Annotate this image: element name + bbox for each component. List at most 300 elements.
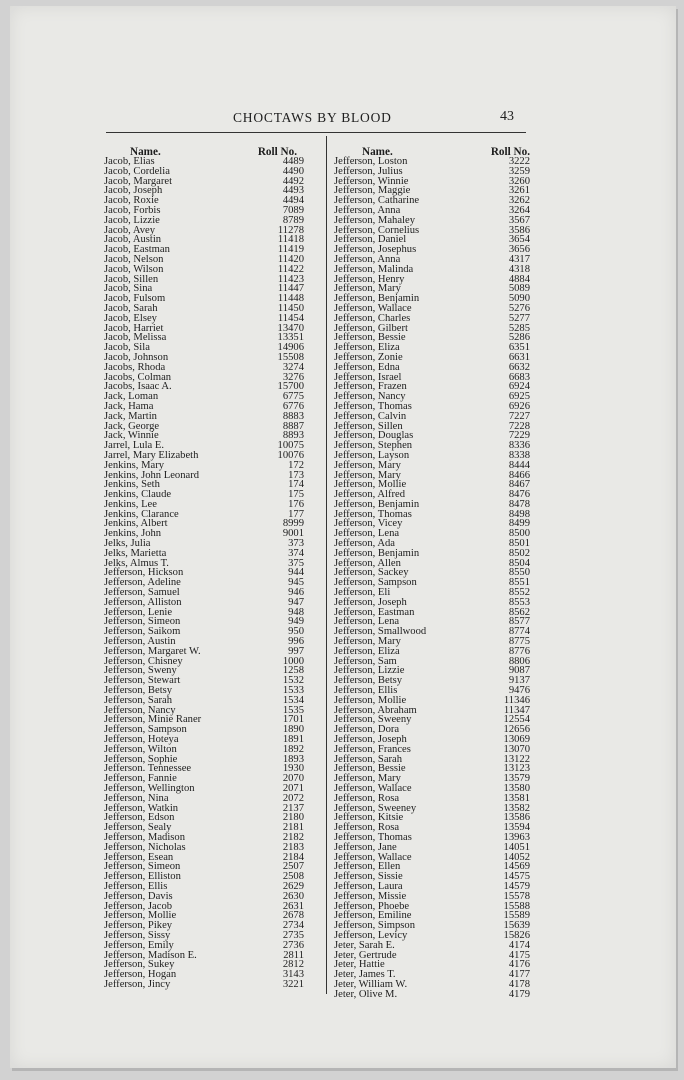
roll-number: 11347 <box>503 704 530 716</box>
enrollee-name: Jacob, Avey <box>104 224 155 236</box>
roll-number: 6924 <box>508 381 530 393</box>
roll-number: 11278 <box>277 224 304 236</box>
roll-number: 9476 <box>508 685 530 697</box>
header-rule <box>106 132 526 133</box>
enrollee-name: Jefferson, Mollie <box>104 910 177 922</box>
enrollee-name: Jefferson, Vicey <box>334 518 403 530</box>
enrollee-name: Jefferson, Alliston <box>104 596 182 608</box>
enrollee-name: Jack, Martin <box>104 410 157 422</box>
enrollee-name: Jack, George <box>104 420 160 432</box>
enrollee-name: Jefferson, Simeon <box>104 616 181 628</box>
enrollee-name: Jefferson, Mahaley <box>334 214 415 226</box>
enrollee-name: Jefferson, Davis <box>104 890 173 902</box>
roll-number: 8504 <box>508 557 530 569</box>
enrollee-name: Jefferson, Mollie <box>334 479 407 491</box>
enrollee-name: Jefferson, Mary <box>334 283 401 295</box>
enrollee-name: Jefferson, Sarah <box>334 753 403 765</box>
enrollee-name: Jefferson, Bessie <box>334 332 406 344</box>
enrollee-name: Jefferson, Lena <box>334 616 400 628</box>
roll-number: 13351 <box>277 332 304 344</box>
enrollee-name: Jefferson, Sealy <box>104 822 172 834</box>
roll-number: 4494 <box>282 195 304 207</box>
roll-number: 3654 <box>508 234 530 246</box>
enrollee-name: Jefferson, Henry <box>334 273 405 285</box>
enrollee-name: Jefferson, Hickson <box>104 567 184 579</box>
roll-number: 947 <box>288 596 304 608</box>
roll-number: 4492 <box>282 175 304 187</box>
roll-number: 13582 <box>503 802 530 814</box>
enrollee-name: Jefferson, Nancy <box>104 704 176 716</box>
enrollee-name: Jacob, Harriet <box>104 322 164 334</box>
enrollee-name: Jack, Loman <box>104 391 159 403</box>
enrollee-name: Jacob, Fulsom <box>104 293 166 305</box>
enrollee-name: Jefferson, Nancy <box>334 391 406 403</box>
roll-number: 8887 <box>282 420 304 432</box>
roll-number: 13122 <box>503 753 530 765</box>
roll-number: 8775 <box>508 636 530 648</box>
enrollee-name: Jefferson, Simpson <box>334 920 416 932</box>
roll-number: 8502 <box>508 547 530 559</box>
enrollee-name: Jefferson, Betsy <box>334 675 403 687</box>
enrollee-name: Jacob, Elias <box>104 156 155 167</box>
roll-number: 8338 <box>508 449 530 461</box>
column-divider <box>326 136 327 994</box>
roll-number: 14906 <box>277 342 304 354</box>
enrollee-name: Jacob, Sillen <box>104 273 159 285</box>
enrollee-name: Jenkins, Clarance <box>104 508 179 520</box>
roll-number: 8551 <box>508 577 530 589</box>
enrollee-name: Jefferson, Jane <box>334 841 397 853</box>
roll-number: 6775 <box>282 391 304 403</box>
roll-number: 11423 <box>277 273 304 285</box>
roll-number: 8550 <box>508 567 530 579</box>
roll-number: 2508 <box>282 871 304 883</box>
enrollee-name: Jefferson, Josephus <box>334 244 417 256</box>
roll-entry <box>104 980 304 990</box>
enrollee-name: Jefferson, Ada <box>334 538 395 550</box>
enrollee-name: Jacob, Forbis <box>104 204 161 216</box>
roll-number: 2735 <box>282 929 304 941</box>
enrollee-name: Jefferson, Jincy <box>104 978 171 990</box>
enrollee-name: Jenkins, Seth <box>104 479 160 491</box>
enrollee-name: Jefferson, Bessie <box>334 763 406 775</box>
enrollee-name: Jack, Winnie <box>104 430 159 442</box>
enrollee-name: Jarrel, Mary Elizabeth <box>104 449 199 461</box>
enrollee-name: Jefferson, Emily <box>104 939 174 951</box>
enrollee-name: Jefferson, Sissie <box>334 871 403 883</box>
roll-number: 3259 <box>508 165 530 177</box>
roll-number: 3261 <box>508 185 530 197</box>
enrollee-name: Jefferson, Rosa <box>334 792 400 804</box>
roll-number: 2072 <box>282 792 304 804</box>
enrollee-name: Jacob, Austin <box>104 234 162 246</box>
enrollee-name: Jefferson, Frances <box>334 743 411 755</box>
roll-number: 11419 <box>277 244 304 256</box>
roll-number: 949 <box>288 616 304 628</box>
roll-number: 4493 <box>282 185 304 197</box>
enrollee-name: Jefferson, Loston <box>334 156 408 167</box>
enrollee-name: Jeter, Olive M. <box>334 988 398 1000</box>
roll-number: 6683 <box>508 371 530 383</box>
roll-number: 375 <box>288 557 304 569</box>
roll-number: 5285 <box>508 322 530 334</box>
roll-number: 4489 <box>282 156 304 167</box>
enrollee-name: Jefferson, Anna <box>334 204 401 216</box>
enrollee-name: Jeter, Gertrude <box>334 949 397 961</box>
enrollee-name: Jefferson, Eliza <box>334 645 400 657</box>
roll-number: 8999 <box>282 518 304 530</box>
roll-number: 1000 <box>282 655 304 667</box>
enrollee-name: Jefferson, Sweeny <box>334 714 412 726</box>
roll-number: 7228 <box>508 420 530 432</box>
roll-number: 996 <box>288 636 304 648</box>
enrollee-name: Jefferson, Nicholas <box>104 841 186 853</box>
roll-number: 15826 <box>503 929 530 941</box>
enrollee-name: Jelks, Marietta <box>104 547 167 559</box>
enrollee-name: Jefferson, Douglas <box>334 430 414 442</box>
roll-number: 8498 <box>508 508 530 520</box>
roll-number: 4490 <box>282 165 304 177</box>
roll-number: 9137 <box>508 675 530 687</box>
roll-number: 9001 <box>282 528 304 540</box>
enrollee-name: Jefferson, Thomas <box>334 508 412 520</box>
enrollee-name: Jefferson, Sweeney <box>334 802 417 814</box>
roll-entry <box>334 990 530 1000</box>
roll-number: 2182 <box>282 831 304 843</box>
enrollee-name: Jefferson, Laura <box>334 880 403 892</box>
roll-number: 13470 <box>277 322 304 334</box>
roll-number: 948 <box>288 606 304 618</box>
enrollee-name: Jefferson, Sukey <box>104 959 175 971</box>
enrollee-name: Jacob, Nelson <box>104 253 164 265</box>
enrollee-name: Jefferson, Kitsie <box>334 812 404 824</box>
enrollee-name: Jefferson, Mollie <box>334 694 407 706</box>
roll-number: 997 <box>288 645 304 657</box>
roll-number: 13581 <box>503 792 530 804</box>
roll-number: 2181 <box>282 822 304 834</box>
roll-number: 2507 <box>282 861 304 873</box>
roll-number: 373 <box>288 538 304 550</box>
enrollee-name: Jefferson, Jacob <box>104 900 173 912</box>
enrollee-name: Jenkins, Claude <box>104 489 172 501</box>
enrollee-name: Jefferson, Rosa <box>334 822 400 834</box>
enrollee-name: Jefferson, Julius <box>334 165 403 177</box>
roll-number: 15588 <box>503 900 530 912</box>
roll-number: 3276 <box>282 371 304 383</box>
enrollee-name: Jefferson, Saikom <box>104 626 181 638</box>
enrollee-name: Jefferson, Edna <box>334 361 400 373</box>
roll-number: 8501 <box>508 538 530 550</box>
enrollee-name: Jefferson, Cornelius <box>334 224 420 236</box>
roll-number: 12554 <box>503 714 530 726</box>
roll-column-heading: Roll No. <box>257 146 297 158</box>
enrollee-name: Jefferson, Gilbert <box>334 322 408 334</box>
enrollee-name: Jefferson, Lizzie <box>334 665 405 677</box>
roll-number: 11418 <box>277 234 304 246</box>
enrollee-name: Jacob, Sina <box>104 283 153 295</box>
roll-number: 2071 <box>282 783 304 794</box>
roll-number: 13123 <box>503 763 530 775</box>
roll-number: 14579 <box>503 880 530 892</box>
roll-number: 1258 <box>282 665 304 677</box>
roll-number: 4318 <box>508 263 530 275</box>
roll-number: 14569 <box>503 861 530 873</box>
enrollee-name: Jacob, Elsey <box>104 312 157 324</box>
enrollee-name: Jefferson, Ellis <box>104 880 168 892</box>
enrollee-name: Jefferson, Eastman <box>334 606 415 618</box>
enrollee-name: Jefferson, Sillen <box>334 420 403 432</box>
roll-number: 11420 <box>277 253 304 265</box>
roll-number: 2631 <box>282 900 304 912</box>
enrollee-name: Jelks, Almus T. <box>104 557 169 569</box>
enrollee-name: Jefferson, Wallace <box>334 783 412 794</box>
enrollee-name: Jefferson, Ellis <box>334 685 398 697</box>
roll-number: 15639 <box>503 920 530 932</box>
roll-number: 5276 <box>508 302 530 314</box>
roll-number: 11447 <box>277 283 304 295</box>
enrollee-name: Jefferson, Madison <box>104 831 186 843</box>
roll-number: 11454 <box>277 312 304 324</box>
enrollee-name: Jacob, Cordelia <box>104 165 170 177</box>
roll-number: 4175 <box>508 949 530 961</box>
enrollee-name: Jacob, Roxie <box>104 195 159 207</box>
enrollee-name: Jefferson, Lenie <box>104 606 173 618</box>
roll-number: 6351 <box>508 342 530 354</box>
enrollee-name: Jefferson, Stewart <box>104 675 181 687</box>
enrollee-name: Jenkins, John <box>104 528 162 540</box>
enrollee-name: Jacob, Lizzie <box>104 214 160 226</box>
enrollee-name: Jefferson, Frazen <box>334 381 407 393</box>
enrollee-name: Jefferson, Edson <box>104 812 175 824</box>
enrollee-name: Jefferson. Tennessee <box>104 763 192 775</box>
enrollee-name: Jefferson, Sophie <box>104 753 178 765</box>
roll-number: 8467 <box>508 479 530 491</box>
enrollee-name: Jefferson, Emiline <box>334 910 412 922</box>
enrollee-name: Jefferson, Sarah <box>104 694 173 706</box>
roll-number: 1533 <box>282 685 304 697</box>
enrollee-name: Jacob, Margaret <box>104 175 173 187</box>
enrollee-name: Jefferson, Alfred <box>334 489 405 501</box>
roll-number: 8478 <box>508 498 530 510</box>
roll-number: 4178 <box>508 978 530 990</box>
roll-number: 3567 <box>508 214 530 226</box>
enrollee-name: Jefferson, Lena <box>334 528 400 540</box>
roll-number: 945 <box>288 577 304 589</box>
roll-number: 10075 <box>277 440 304 452</box>
enrollee-name: Jeter, Hattie <box>334 959 385 971</box>
roll-number: 13070 <box>503 743 530 755</box>
enrollee-name: Jefferson, Watkin <box>104 802 179 814</box>
enrollee-name: Jacobs, Rhoda <box>104 361 166 373</box>
roll-number: 1534 <box>282 694 304 706</box>
enrollee-name: Jack, Hama <box>104 400 154 412</box>
roll-number: 3260 <box>508 175 530 187</box>
enrollee-name: Jefferson, Sweny <box>104 665 177 677</box>
enrollee-name: Jefferson, Chisney <box>104 655 183 667</box>
roll-number: 1532 <box>282 675 304 687</box>
enrollee-name: Jefferson, Daniel <box>334 234 407 246</box>
roll-number: 9087 <box>508 665 530 677</box>
roll-number: 13586 <box>503 812 530 824</box>
roll-number: 176 <box>288 498 304 510</box>
roll-number: 6925 <box>508 391 530 403</box>
enrollee-name: Jacob, Sila <box>104 342 150 354</box>
enrollee-name: Jefferson, Samuel <box>104 587 180 599</box>
enrollee-name: Jefferson, Joseph <box>334 596 407 608</box>
roll-number: 2678 <box>282 910 304 922</box>
roll-number: 6632 <box>508 361 530 373</box>
roll-number: 4884 <box>508 273 530 285</box>
enrollee-name: Jefferson, Madison E. <box>104 949 197 961</box>
enrollee-name: Jefferson, Wallace <box>334 851 412 863</box>
roll-number: 8789 <box>282 214 304 226</box>
enrollee-name: Jefferson, Esean <box>104 851 174 863</box>
roll-number: 944 <box>288 567 304 579</box>
roll-number: 8776 <box>508 645 530 657</box>
roll-number: 5277 <box>508 312 530 324</box>
enrollee-name: Jefferson, Sackey <box>334 567 409 579</box>
enrollee-name: Jarrel, Lula E. <box>104 440 165 452</box>
roll-number: 8883 <box>282 410 304 422</box>
roll-number: 1891 <box>282 734 304 746</box>
enrollee-name: Jefferson, Thomas <box>334 400 412 412</box>
roll-number: 2630 <box>282 890 304 902</box>
name-column-heading: Name. <box>130 146 161 158</box>
enrollee-name: Jefferson, Pikey <box>104 920 173 932</box>
roll-number: 6926 <box>508 400 530 412</box>
enrollee-name: Jefferson, Wallace <box>334 302 412 314</box>
roll-number: 1930 <box>282 763 304 775</box>
roll-number: 12656 <box>503 724 530 736</box>
roll-number: 8444 <box>508 459 530 471</box>
roll-number: 3222 <box>508 156 530 167</box>
roll-number: 7229 <box>508 430 530 442</box>
enrollee-name: Jenkins, Mary <box>104 459 165 471</box>
roll-number: 2180 <box>282 812 304 824</box>
enrollee-name: Jefferson, Charles <box>334 312 411 324</box>
roll-number: 3143 <box>282 969 304 981</box>
enrollee-name: Jefferson, Ellen <box>334 861 401 873</box>
roll-number: 2811 <box>283 949 304 961</box>
roll-number: 3264 <box>508 204 530 216</box>
enrollee-name: Jefferson, Anna <box>334 253 401 265</box>
enrollee-name: Jefferson, Calvin <box>334 410 407 422</box>
enrollee-name: Jeter, William W. <box>334 978 408 990</box>
page-number: 43 <box>500 109 514 124</box>
roll-number: 177 <box>288 508 304 520</box>
roll-number: 3656 <box>508 244 530 256</box>
enrollee-name: Jefferson, Missie <box>334 890 407 902</box>
roll-number: 15508 <box>277 351 304 363</box>
left-column <box>104 146 304 990</box>
enrollee-name: Jefferson, Sissy <box>104 929 171 941</box>
enrollee-name: Jacob, Eastman <box>104 244 170 256</box>
roll-number: 3586 <box>508 224 530 236</box>
roll-number: 8466 <box>508 469 530 481</box>
roll-number: 13594 <box>503 822 530 834</box>
roll-number: 2734 <box>282 920 304 932</box>
roll-number: 2736 <box>282 939 304 951</box>
roll-number: 175 <box>288 489 304 501</box>
enrollee-name: Jacob, Melissa <box>104 332 167 344</box>
roll-number: 173 <box>288 469 304 481</box>
roll-number: 7089 <box>282 204 304 216</box>
roll-number: 4176 <box>508 959 530 971</box>
enrollee-name: Jefferson, Wilton <box>104 743 177 755</box>
roll-number: 11448 <box>277 293 304 305</box>
roll-number: 14052 <box>503 851 530 863</box>
enrollee-name: Jenkins, Lee <box>104 498 157 510</box>
enrollee-name: Jefferson, Austin <box>104 636 176 648</box>
roll-number: 13580 <box>503 783 530 794</box>
enrollee-name: Jenkins, Albert <box>104 518 168 530</box>
roll-number: 3221 <box>282 978 304 990</box>
roll-number: 6776 <box>282 400 304 412</box>
roll-number: 8553 <box>508 596 530 608</box>
enrollee-name: Jefferson, Margaret W. <box>104 645 201 657</box>
enrollee-name: Jefferson, Adeline <box>104 577 181 589</box>
roll-number: 4317 <box>508 253 530 265</box>
roll-number: 1535 <box>282 704 304 716</box>
enrollee-name: Jacob, Joseph <box>104 185 163 197</box>
roll-number: 1893 <box>282 753 304 765</box>
roll-number: 8806 <box>508 655 530 667</box>
enrollee-name: Jefferson, Mary <box>334 773 401 785</box>
enrollee-name: Jacobs, Colman <box>104 371 172 383</box>
roll-number: 8500 <box>508 528 530 540</box>
roll-number: 2070 <box>282 773 304 785</box>
enrollee-name: Jefferson, Simeon <box>104 861 181 873</box>
roll-number: 3262 <box>508 195 530 207</box>
enrollee-name: Jefferson, Sampson <box>104 724 187 736</box>
roll-number: 950 <box>288 626 304 638</box>
roll-number: 14051 <box>503 841 530 853</box>
right-column <box>334 146 530 1000</box>
roll-number: 4179 <box>508 988 530 1000</box>
enrollee-name: Jefferson, Israel <box>334 371 402 383</box>
roll-number: 8476 <box>508 489 530 501</box>
enrollee-name: Jefferson, Maggie <box>334 185 411 197</box>
roll-number: 13579 <box>503 773 530 785</box>
roll-number: 172 <box>288 459 304 471</box>
roll-number: 8774 <box>508 626 530 638</box>
roll-number: 6631 <box>508 351 530 363</box>
enrollee-name: Jefferson, Sampson <box>334 577 417 589</box>
enrollee-name: Jefferson, Dora <box>334 724 400 736</box>
roll-number: 4177 <box>508 969 530 981</box>
enrollee-name: Jefferson, Zonie <box>334 351 403 363</box>
page-header <box>10 110 676 128</box>
roll-number: 3274 <box>282 361 304 373</box>
enrollee-name: Jefferson, Catharine <box>334 195 420 207</box>
roll-number: 13069 <box>503 734 530 746</box>
enrollee-name: Jefferson, Hoteya <box>104 734 179 746</box>
name-column-heading: Name. <box>362 146 393 158</box>
roll-number: 8552 <box>508 587 530 599</box>
roll-number: 15589 <box>503 910 530 922</box>
enrollee-name: Jefferson, Hogan <box>104 969 177 981</box>
roll-number: 4174 <box>508 939 530 951</box>
enrollee-name: Jefferson, Eli <box>334 587 391 599</box>
enrollee-name: Jefferson, Benjamin <box>334 498 420 510</box>
enrollee-name: Jacob, Wilson <box>104 263 164 275</box>
roll-number: 11346 <box>503 694 530 706</box>
roll-number: 1890 <box>282 724 304 736</box>
roll-number: 7227 <box>508 410 530 422</box>
roll-number: 2137 <box>282 802 304 814</box>
roll-number: 1701 <box>282 714 304 726</box>
enrollee-name: Jefferson, Elliston <box>104 871 181 883</box>
